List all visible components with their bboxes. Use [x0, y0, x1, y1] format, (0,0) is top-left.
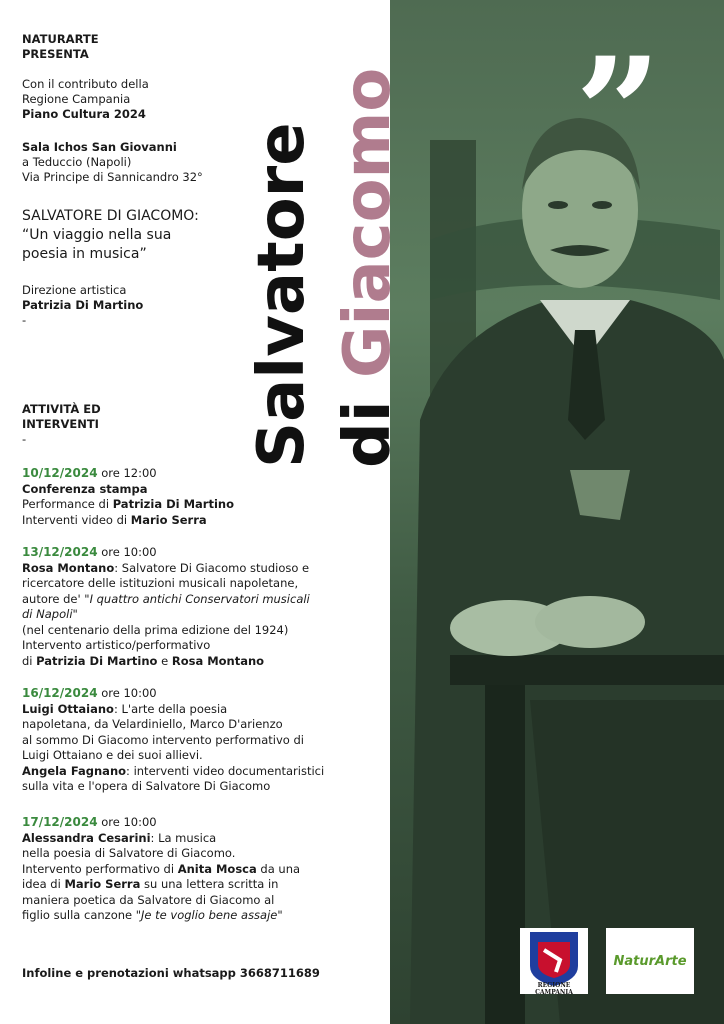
title-salvatore: Salvatore [245, 122, 319, 468]
schedule-line [22, 654, 310, 670]
schedule-text: idea di [22, 877, 65, 891]
schedule-date: 16/12/2024 [22, 686, 98, 700]
schedule-entry [22, 686, 324, 795]
schedule-name: Rosa Montano [171, 653, 265, 668]
schedule-date: 13/12/2024 [22, 545, 98, 559]
schedule-entry [22, 466, 234, 528]
schedule-line [22, 513, 234, 529]
event-title-2: “Un viaggio nella sua [22, 227, 172, 243]
schedule-line [22, 702, 324, 718]
schedule-text: al sommo Di Giacomo intervento performativo di [22, 732, 304, 747]
schedule-line [22, 862, 300, 878]
schedule-text: autore de' [22, 591, 85, 606]
schedule-time: ore 12:00 [101, 466, 157, 480]
naturarte-wordmark: NaturArte [613, 954, 687, 969]
schedule-italic: "Je te voglio bene assaje" [135, 908, 283, 922]
schedule-date: 10/12/2024 [22, 466, 98, 480]
schedule-text: (nel centenario della prima edizione del 1924) [22, 622, 289, 637]
dash-2: - [22, 432, 27, 446]
event-title-1: SALVATORE DI GIACOMO: [22, 208, 199, 224]
title-di-giacomo [331, 67, 405, 468]
schedule-line [22, 592, 310, 608]
schedule-text: nella poesia di Salvatore di Giacomo. [22, 846, 236, 860]
venue-line-1: Sala Ichos San Giovanni [22, 140, 177, 154]
direction-label: Direzione artistica [22, 283, 127, 297]
schedule-line [22, 482, 234, 498]
org-name: NATURARTE [22, 32, 99, 46]
schedule-name: Angela Fagnano [22, 763, 127, 778]
schedule-text: Performance di [22, 497, 113, 511]
schedule-date-line [22, 466, 234, 482]
schedule-line [22, 764, 324, 780]
schedule-time: ore 10:00 [101, 815, 157, 829]
title-giacomo: Giacomo [331, 67, 405, 378]
schedule-line [22, 733, 324, 749]
schedule-text: maniera poetica da Salvatore di Giacomo al [22, 892, 275, 907]
region-caption: REGIONE CAMPANIA [535, 982, 573, 996]
schedule-name: Rosa Montano [22, 560, 115, 575]
event-title-3: poesia in musica” [22, 246, 147, 262]
regione-campania-logo [520, 928, 588, 994]
contrib-line-2: Regione Campania [22, 92, 131, 106]
schedule-date-line [22, 545, 310, 561]
schedule-name: Patrizia Di Martino [112, 497, 234, 511]
director-name: Patrizia Di Martino [22, 298, 144, 312]
schedule-line [22, 576, 310, 592]
schedule-entry [22, 815, 300, 924]
schedule-name: Conferenza stampa [22, 481, 148, 496]
portrait-photo [390, 0, 724, 1024]
schedule-time: ore 10:00 [101, 686, 157, 700]
schedule-name: Anita Mosca [177, 861, 257, 876]
schedule-text: napoletana, da Velardiniello, Marco D'arienzo [22, 717, 283, 731]
venue-line-3: Via Principe di Sannicandro 32° [22, 170, 203, 184]
schedule-date-line [22, 815, 300, 831]
schedule-line [22, 779, 324, 795]
infoline: Infoline e prenotazioni whatsapp 3668711689 [22, 966, 320, 980]
schedule-line [22, 561, 310, 577]
presents-label: PRESENTA [22, 47, 89, 61]
schedule-name: Luigi Ottaiano [22, 701, 114, 716]
activities-heading-2: INTERVENTI [22, 417, 99, 431]
schedule-date-line [22, 686, 324, 702]
schedule-line [22, 623, 310, 639]
schedule-italic: "I quattro antichi Conservatori musicali [84, 591, 310, 606]
schedule-line [22, 607, 310, 623]
venue-line-2: a Teduccio (Napoli) [22, 155, 132, 169]
contrib-line-3: Piano Cultura 2024 [22, 107, 146, 121]
schedule-name: Patrizia Di Martino [36, 653, 158, 668]
naturarte-logo [606, 928, 694, 994]
schedule-name: Mario Serra [64, 877, 141, 891]
dash-1: - [22, 313, 27, 327]
schedule-name: Mario Serra [130, 512, 207, 527]
schedule-line [22, 717, 324, 733]
schedule-line [22, 748, 324, 764]
schedule-line [22, 831, 300, 847]
schedule-date: 17/12/2024 [22, 815, 98, 829]
schedule-line [22, 877, 300, 893]
schedule-line [22, 497, 234, 513]
title-di: di [331, 377, 405, 468]
schedule-text: Luigi Ottaiano e dei suoi allievi. [22, 748, 203, 762]
schedule-text: : La musica [150, 830, 217, 845]
schedule-line [22, 893, 300, 909]
schedule-text: : interventi video documentaristici [126, 763, 325, 778]
schedule-text: su una lettera scritta in [140, 877, 279, 891]
schedule-entry [22, 545, 310, 669]
portrait-illustration [390, 0, 724, 1024]
schedule-line [22, 638, 310, 654]
schedule-text: Intervento performativo di [22, 861, 178, 876]
schedule-text: ricercatore delle istituzioni musicali napoletane, [22, 576, 299, 590]
schedule-time: ore 10:00 [101, 545, 157, 559]
schedule-text: di [22, 653, 37, 668]
contrib-line-1: Con il contributo della [22, 77, 149, 91]
schedule-line [22, 846, 300, 862]
schedule-text: sulla vita e l'opera di Salvatore Di Giacomo [22, 779, 271, 793]
schedule-name: Alessandra Cesarini [22, 830, 151, 845]
schedule-text: figlio sulla canzone [22, 908, 136, 922]
schedule-text: Intervento artistico/performativo [22, 638, 211, 652]
schedule-italic: di Napoli" [22, 607, 78, 621]
schedule-text: da una [256, 861, 301, 876]
schedule-text: Interventi video di [22, 512, 131, 527]
schedule-text: : L'arte della poesia [113, 701, 228, 716]
activities-heading-1: ATTIVITÀ ED [22, 402, 101, 416]
quote-mark: ” [575, 25, 662, 201]
schedule-text: : Salvatore Di Giacomo studioso e [114, 560, 310, 575]
schedule-text: e [157, 653, 172, 668]
schedule-line [22, 908, 300, 924]
